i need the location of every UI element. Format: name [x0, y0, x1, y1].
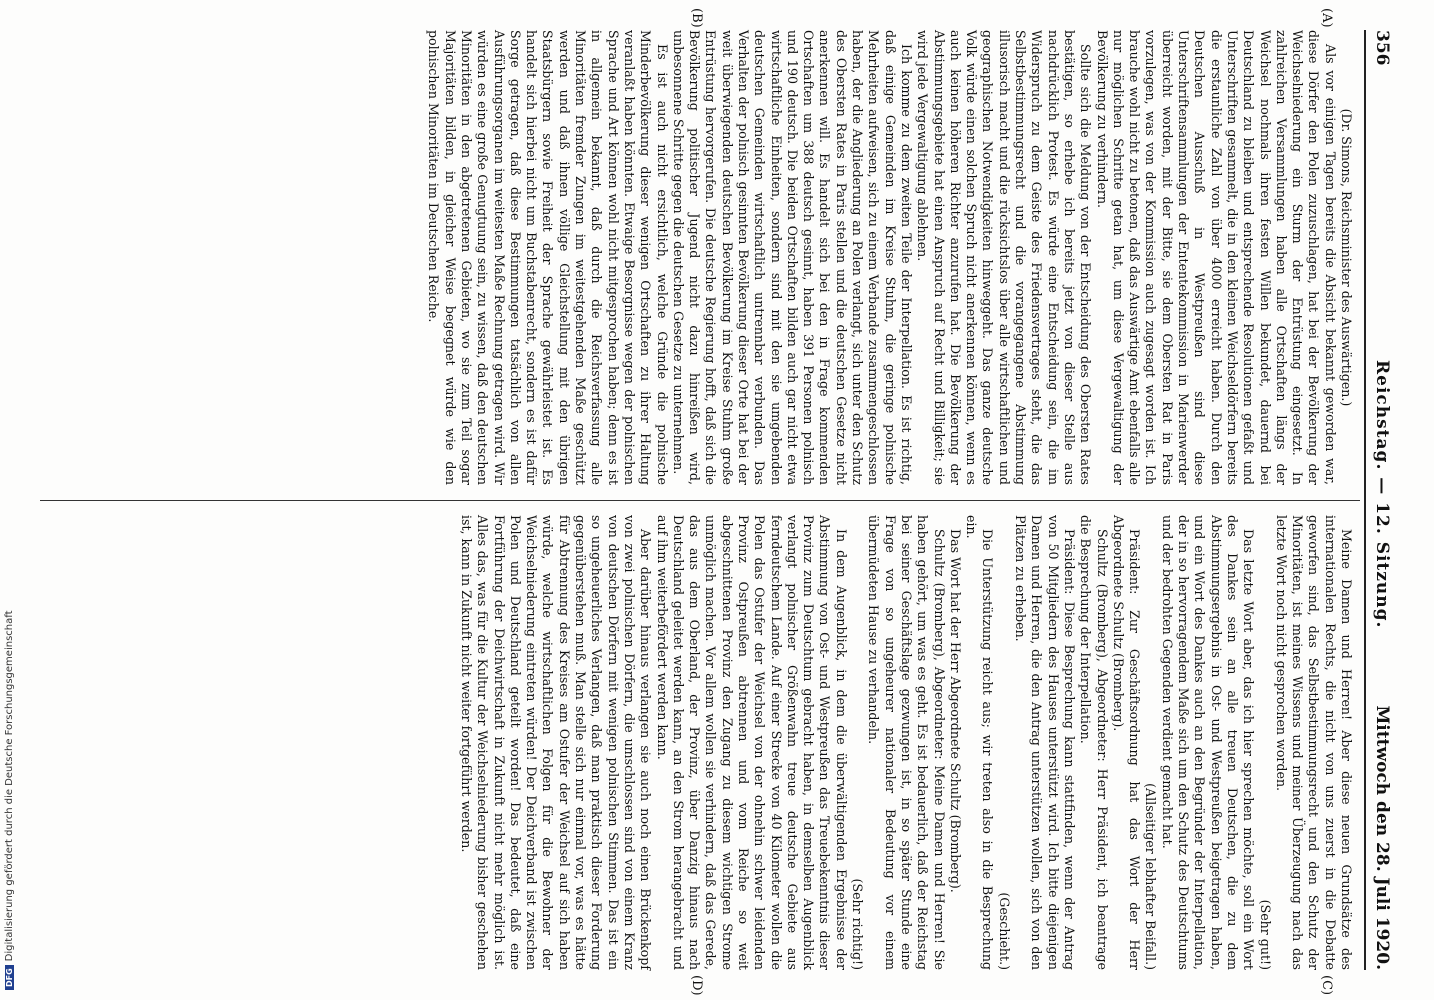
running-header: [1364, 30, 1394, 970]
paragraph: In dem Augenblick, in dem die überwältigenden Ergebnisse der Abstimmung von Ost- und Westpreußen das Treuebekenntnis dieser Provinz zum Deutschtum gebracht haben, in demselben Augenblick verlangt polnischer Größenwahn treue deutsche Gebiete aus ferndeutschem Lande. Auf einer Strecke von 40 Kilometer wollen die Polen das Ostufer der Weichsel von der ohnehin schwer leidenden Provinz Ostpreußen abtrennen und vom Reiche so weit abgeschnittenen Provinz den Zugang zu diesem wichtigen Strome unmöglich machen. Vor allem wollen sie verhindern, daß das Gerede, das aus dem Oberland, der Provinz, über Danzig hinaus nach Deutschland geleitet werden kann, an den Strom herangebracht und auf ihm weiterbefördert werden kann.: [654, 515, 849, 970]
paragraph: Meine Damen und Herren! Aber diese neuen Grundsätze des internationalen Rechts, die nicht von uns zuerst in die Debatte geworfen sind, das Selbstbestimmungsrecht und den Schutz der Minoritäten, ist meines Wissens und meiner Überzeugung nach das letzte Wort noch nicht gesprochen worden.: [1273, 515, 1354, 970]
page-number: 356: [1372, 30, 1392, 66]
column-divider: [40, 500, 1360, 501]
paragraph: Schultz (Bromberg), Abgeordneter: Meine Damen und Herren! Sie haben gehört, um was es geht. Es ist bedauerlich, daß der Reichstag bei seiner Geschäftslage gezwungen ist, in so später Stunde eine Frage von so ungeheurer nationaler Bedeutung vor einem übermüdeten Hause zu verhandeln.: [866, 515, 947, 970]
reaction: (Allseitiger lebhafter Beifall.): [1143, 783, 1159, 970]
right-column: [458, 515, 1354, 970]
reaction: (Sehr gut!): [1257, 899, 1273, 970]
margin-marker-b: (B): [689, 8, 704, 28]
margin-marker-d: (D): [689, 975, 704, 996]
left-column: [425, 30, 1354, 485]
dfg-logo: DFG: [5, 965, 14, 990]
page-body: [14, 8, 1394, 996]
paragraph: Als vor einigen Tagen bereits die Absicht bekannt geworden war, diese Dörfer den Polen zuzuschlagen, hat bei der Bevölkerung der Weichselniederung ein Sturm der Entrüstung eingesetzt. In zahlreichen Versammlungen haben alle Ortschaften längs der Weichsel nochmals ihren festen Willen bekundet, dauernd bei Deutschland zu bleiben und entsprechende Resolutionen gefaßt und Unterschriften gesammelt, die in den kleinen Weichseldörfern bereits die erstaunliche Zahl von über 4000 erreicht haben. Durch den Deutschen Ausschuß in Westpreußen sind diese Unterschriftensammlungen der Ententekommission in Marienwerder überreicht worden, mit der Bitte, sie dem Obersten Rat in Paris vorzulegen, was von der Kommission auch zugesagt worden ist. Ich brauche wohl nicht zu betonen, daß das Auswärtige Amt ebenfalls alle nur möglichen Schritte getan hat, um diese Vergewaltigung der Bevölkerung zu verhindern.: [1094, 30, 1338, 485]
paragraph: Es ist auch nicht ersichtlich, welche Gründe die polnische Minderbevölkerung dieser wenigen Ortschaften zu ihrer Haltung veranlaßt haben könnten. Etwaige Besorgnisse wegen der polnischen Sprache und Art können wohl nicht mitgesprochen haben; denn es ist in allgemein bekannt, daß durch die Reichsverfassung alle Minoritäten fremder Zungen im weitestgehenden Maße geschützt werden und daß ihnen völlige Gleichstellung mit den übrigen Staatsbürgern sowie Freiheit der Sprache gewährleistet ist. Es handelt sich hierbei nicht um Buchstabenrecht, sondern es ist dafür Sorge getragen, daß diese Bestimmungen tatsächlich von allen Ausführungsorganen im weitesten Maße Rechnung getragen wird. Wir würden es eine große Genugtuung sein, zu wissen, daß den deutschen Minoritäten in den abgetretenen Gebieten, wo sie zum Teil sogar Majoritäten bilden, in gleicher Weise begegnet würde wie den polnischen Minoritäten im Deutschen Reiche.: [426, 30, 670, 485]
paragraph: Ich komme zu dem zweiten Teile der Interpellation. Es ist richtig, daß einige Gemeinden im Kreise Stuhm, die geringe polnische Mehrheiten aufweisen, sich zu einem Verbande zusammengeschlossen haben, der die Angliederung an Polen verlangt, sich unter den Schutz des Obersten Rates in Paris stellen und die deutschen Gesetze nicht anerkennen will. Es handelt sich bei den in Frage kommenden Ortschaften um 388 deutsch gesinnt, haben 391 Personen polnisch und 190 deutsch. Die beiden Ortschaften bilden auch gar nicht etwa wirtschaftliche Einheiten, sondern sind mit den sie umgebenden deutschen Gemeinden wirtschaftlich untrennbar verbunden. Das Verhalten der polnisch gesinnten Bevölkerung dieser Orte hat bei der weit überwiegenden deutschen Bevölkerung im Kreise Stuhm große Entrüstung hervorgerufen. Die deutsche Regierung hofft, daß sich die Bevölkerung politischer Jugend nicht dazu hinreißen wird, unbesonnene Schritte gegen die deutschen Gesetze zu unternehmen.: [670, 30, 914, 485]
digitization-credit: [2, 0, 16, 1000]
paragraph: Das letzte Wort aber, das ich hier sprechen möchte, soll ein Wort des Dankes sein an alle treuen Deutschen, die zu dem Abstimmungsergebnis in Ost- und Westpreußen beigetragen haben, und ein Wort des Dankes auch an den Begründer der Interpellation, der in so hervorragendem Maße sich um den Schutz des Deutschtums und der bedrohten Gegenden verdient gemacht hat.: [1159, 515, 1257, 970]
speaker-attribution: (Dr. Simons, Reichsminister des Auswärtigen.): [1339, 108, 1354, 407]
paragraph: Die Unterstützung reicht aus; wir treten also in die Besprechung ein.: [964, 515, 996, 970]
paragraph: Präsident: Zur Geschäftsordnung hat das Wort der Herr Abgeordnete Schultz (Bromberg).: [1110, 515, 1143, 970]
paragraph: Sollte sich die Meldung von der Entscheidung des Obersten Rates bestätigen, so erhebe ich bereits jetzt von dieser Stelle aus nachdrücklich Protest. Es würde eine Entscheidung sein, die im Widerspruch zu dem Geiste des Friedensvertrages steht, die das Selbstbestimmungsrecht und die vorangegangene Abstimmung illusorisch macht und die rücksichtslos über alle wirtschaftlichen und geographischen Notwendigkeiten hinweggeht. Das ganze deutsche Volk würde einen solchen Spruch nicht anerkennen können, wenn es auch keinen höheren Richter anzurufen hat. Die Bevölkerung der Abstimmungsgebiete hat einen Anspruch auf Recht und Billigkeit; sie wird jede Vergewaltigung ablehnen.: [915, 30, 1094, 485]
paragraph: Präsident: Diese Besprechung kann stattfinden, wenn der Antrag von 50 Mitgliedern des Hauses unterstützt wird. Ich bitte diejenigen Damen und Herren, die den Antrag unterstützen wollen, sich von den Plätzen zu erheben.: [1013, 515, 1077, 970]
margin-marker-c: (C): [1319, 975, 1334, 996]
session-date: Mittwoch den 28. Juli 1920.: [1372, 705, 1392, 970]
paragraph: Das Wort hat der Herr Abgeordnete Schultz (Bromberg).: [947, 529, 963, 893]
session-title: Reichstag. — 12. Sitzung.: [1372, 360, 1392, 629]
credit-text: Digitalisierung gefördert durch die Deutsche Forschungsgemeinschaft: [4, 610, 15, 962]
paragraph: Aber darüber hinaus verlangen sie auch noch einen Brückenkopf von zwei polnischen Dörfern, die umschlossen sind von einem Kranz von deutschen Dörfern mit wenigen polnischen Stimmen. Das ist ein so ungeheuerliches Verlangen, daß man praktisch dieser Forderung gegenüberstehen muß. Man stelle sich nur einmal vor, was es hätte für Abtrennung des Kreises am Ostufer der Weichsel auf sich haben würde, welche wirtschaftlichen Folgen für die Bewohner der Weichselniederung eintreten würden! Der Deichverband ist zwischen Polen und Deutschland geteilt worden! Das bedeutet, daß eine Fortführung der Deichwirtschaft in Zukunft nicht mehr möglich ist. Alles das, was für die Kultur der Weichselniederung bisher geschehen ist, kann in Zukunft nicht weiter fortgeführt werden.: [458, 515, 654, 970]
paragraph: Schultz (Bromberg), Abgeordneter: Herr Präsident, ich beantrage die Besprechung der Interpellation.: [1078, 515, 1110, 970]
reaction: (Sehr richtig!): [850, 878, 866, 970]
reaction: (Geschieht.): [996, 892, 1012, 970]
margin-marker-a: (A): [1319, 8, 1334, 28]
credit-line: [4, 10, 18, 990]
